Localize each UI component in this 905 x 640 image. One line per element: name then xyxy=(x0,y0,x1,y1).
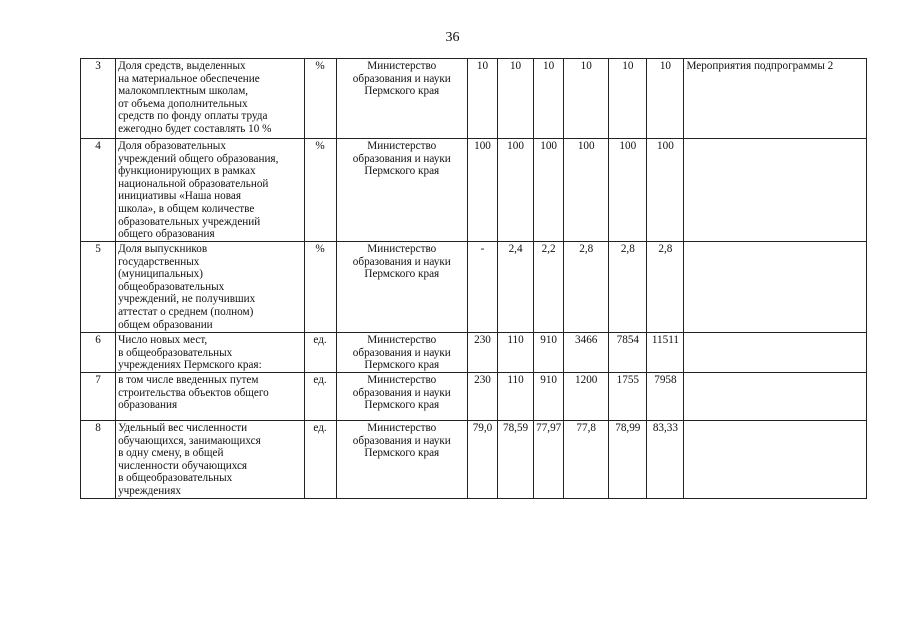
value-cell: 11511 xyxy=(647,333,684,373)
value-cell: 10 xyxy=(564,59,609,139)
table-row xyxy=(81,242,867,333)
value-cell: 2,8 xyxy=(564,242,609,333)
indicator-name: Доля образовательных учреждений общего образования, функционирующих в рамках национальной образовательной инициативы «Наша новая школа», в общем количестве образовательных учреждений общего образования xyxy=(116,139,304,242)
value-cell: 100 xyxy=(467,139,497,242)
responsible-cell: Министерство образования и науки Пермского края xyxy=(336,373,467,421)
value-cell: 78,99 xyxy=(609,421,647,499)
value-cell: 7958 xyxy=(647,373,684,421)
unit-cell: % xyxy=(304,59,336,139)
value-cell: 100 xyxy=(534,139,564,242)
value-cell: 10 xyxy=(498,59,534,139)
indicator-name: в том числе введенных путем строительства объектов общего образования xyxy=(116,373,304,421)
note-cell xyxy=(684,421,867,499)
note-cell: Мероприятия подпрограммы 2 xyxy=(684,59,867,139)
row-number: 7 xyxy=(81,373,116,421)
table-row xyxy=(81,373,867,421)
indicator-name: Число новых мест, в общеобразовательных учреждениях Пермского края: xyxy=(116,333,304,373)
indicator-name: Доля выпускников государственных (муниципальных) общеобразовательных учреждений, не получивших аттестат о среднем (полном) общем образовании xyxy=(116,242,304,333)
note-cell xyxy=(684,242,867,333)
value-cell: 7854 xyxy=(609,333,647,373)
value-cell: 230 xyxy=(467,333,497,373)
value-cell: 78,59 xyxy=(498,421,534,499)
row-number: 8 xyxy=(81,421,116,499)
value-cell: 100 xyxy=(564,139,609,242)
responsible-cell: Министерство образования и науки Пермского края xyxy=(336,139,467,242)
value-cell: 230 xyxy=(467,373,497,421)
row-number: 6 xyxy=(81,333,116,373)
unit-cell: ед. xyxy=(304,373,336,421)
row-number: 3 xyxy=(81,59,116,139)
table-body xyxy=(81,59,867,499)
table-row xyxy=(81,421,867,499)
table-row xyxy=(81,333,867,373)
value-cell: 1200 xyxy=(564,373,609,421)
responsible-cell: Министерство образования и науки Пермского края xyxy=(336,242,467,333)
value-cell: 83,33 xyxy=(647,421,684,499)
indicators-table xyxy=(80,58,867,499)
value-cell: 910 xyxy=(534,333,564,373)
responsible-cell: Министерство образования и науки Пермского края xyxy=(336,59,467,139)
value-cell: 100 xyxy=(498,139,534,242)
value-cell: 10 xyxy=(647,59,684,139)
value-cell: 3466 xyxy=(564,333,609,373)
value-cell: - xyxy=(467,242,497,333)
value-cell: 2,8 xyxy=(609,242,647,333)
value-cell: 79,0 xyxy=(467,421,497,499)
value-cell: 77,97 xyxy=(534,421,564,499)
value-cell: 77,8 xyxy=(564,421,609,499)
note-cell xyxy=(684,333,867,373)
responsible-cell: Министерство образования и науки Пермского края xyxy=(336,421,467,499)
value-cell: 2,2 xyxy=(534,242,564,333)
responsible-cell: Министерство образования и науки Пермского края xyxy=(336,333,467,373)
note-cell xyxy=(684,139,867,242)
value-cell: 110 xyxy=(498,373,534,421)
value-cell: 10 xyxy=(467,59,497,139)
value-cell: 2,8 xyxy=(647,242,684,333)
value-cell: 10 xyxy=(609,59,647,139)
value-cell: 100 xyxy=(647,139,684,242)
page-number: 36 xyxy=(445,30,460,45)
table-row xyxy=(81,59,867,139)
value-cell: 10 xyxy=(534,59,564,139)
value-cell: 1755 xyxy=(609,373,647,421)
value-cell: 110 xyxy=(498,333,534,373)
value-cell: 2,4 xyxy=(498,242,534,333)
unit-cell: ед. xyxy=(304,421,336,499)
row-number: 4 xyxy=(81,139,116,242)
indicator-name: Доля средств, выделенных на материальное обеспечение малокомплектным школам, от объема дополнительных средств по фонду оплаты труда ежегодно будет составлять 10 % xyxy=(116,59,304,139)
unit-cell: % xyxy=(304,242,336,333)
row-number: 5 xyxy=(81,242,116,333)
indicator-name: Удельный вес численности обучающихся, занимающихся в одну смену, в общей численности обучающихся в общеобразовательных учреждениях xyxy=(116,421,304,499)
value-cell: 100 xyxy=(609,139,647,242)
table-row xyxy=(81,139,867,242)
value-cell: 910 xyxy=(534,373,564,421)
unit-cell: ед. xyxy=(304,333,336,373)
unit-cell: % xyxy=(304,139,336,242)
note-cell xyxy=(684,373,867,421)
